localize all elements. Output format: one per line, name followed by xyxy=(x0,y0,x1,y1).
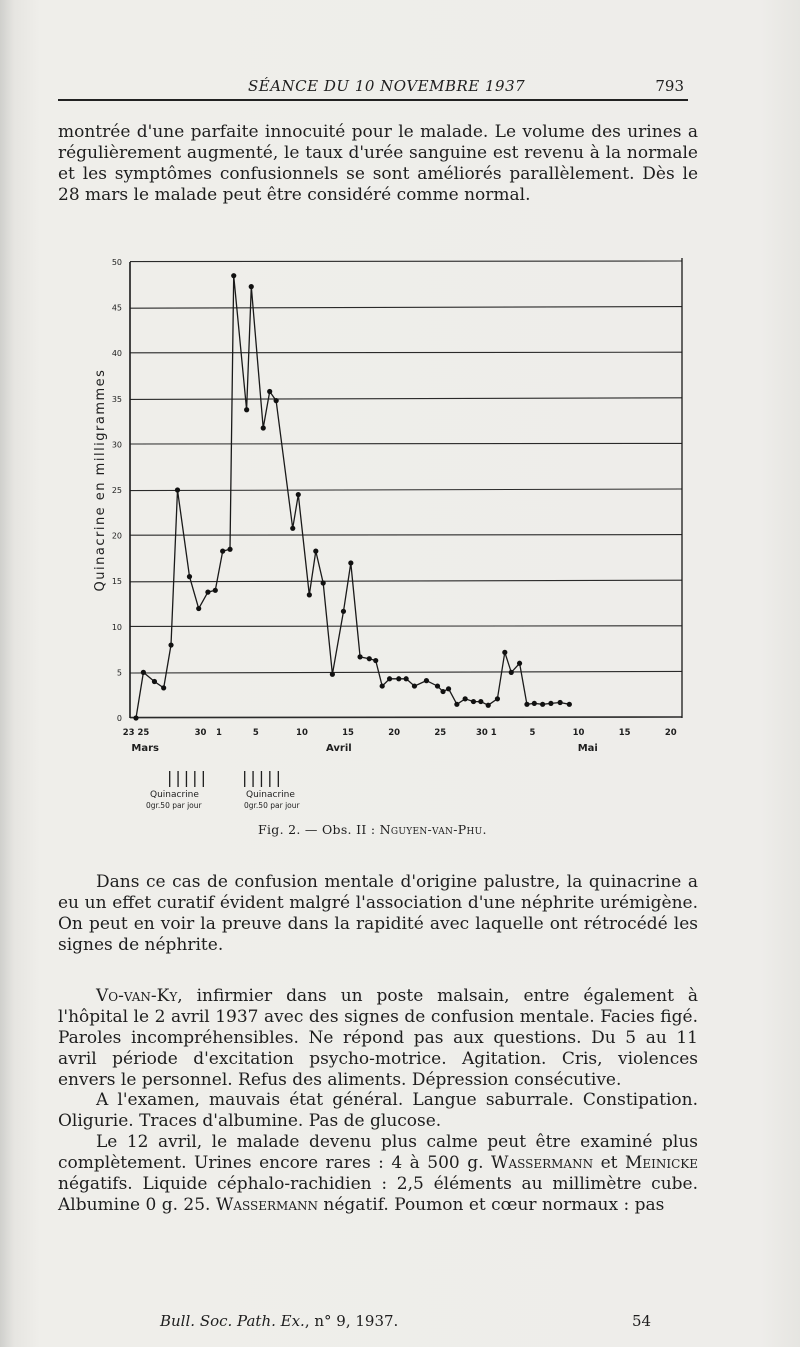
paragraph-discussion: Dans ce cas de confusion mentale d'origine palustre, la quinacrine a eu un effet curatif évident malgré l'association d'une néphrite urémigène. On peut en voir la preuve dans la rapidité avec laquelle ont rétrocédé les signes de néphrite. xyxy=(58,872,698,955)
y-tick-label: 0 xyxy=(116,714,122,723)
data-point xyxy=(502,650,507,655)
data-point xyxy=(412,683,417,688)
x-tick-label: 10 xyxy=(296,728,308,738)
caption-patient-name: Nguyen-van-Phu. xyxy=(379,822,487,837)
data-point xyxy=(205,590,210,595)
data-point xyxy=(348,560,353,565)
x-tick-label: 20 xyxy=(388,728,401,738)
exam-text-a: Le 12 avril, le malade devenu plus calme peut être examiné plus complètement. Urines encore rares : 4 à 500 g. xyxy=(58,1132,698,1173)
treatment-dose: 0gr.50 par jour xyxy=(244,801,300,810)
month-label: Avril xyxy=(325,743,352,754)
data-point xyxy=(274,398,279,403)
month-label: Mai xyxy=(577,743,598,754)
y-tick-label: 45 xyxy=(111,303,122,313)
gridline xyxy=(130,535,682,536)
data-point xyxy=(341,609,346,614)
gridline xyxy=(130,307,682,309)
meinicke-term: Meinicke xyxy=(624,1153,699,1173)
journal-issue: , n° 9, 1937. xyxy=(304,1312,399,1330)
gridline xyxy=(130,489,682,491)
data-point xyxy=(296,492,301,497)
data-point xyxy=(261,425,266,430)
y-tick-label: 25 xyxy=(111,486,122,495)
data-point xyxy=(463,696,468,701)
data-point xyxy=(446,686,451,691)
paragraph-case-vo-van-ky xyxy=(58,986,698,1091)
y-tick-label: 5 xyxy=(116,668,122,678)
patient-name: Vo-van-Ky xyxy=(96,986,178,1006)
gridline xyxy=(130,352,682,353)
data-point xyxy=(187,574,192,579)
y-tick-label: 20 xyxy=(111,531,122,541)
data-point xyxy=(440,689,445,694)
treatment-annotation-2 xyxy=(242,768,300,810)
data-point xyxy=(168,642,173,647)
data-point xyxy=(290,526,295,531)
data-point xyxy=(227,547,232,552)
data-point xyxy=(517,661,522,666)
y-tick-label: 30 xyxy=(111,440,122,450)
data-point xyxy=(357,654,362,659)
y-tick-label: 40 xyxy=(111,349,122,359)
exam-findings: A l'examen, mauvais état général. Langue saburrale. Constipation. Oligurie. Traces d'albumine. Pas de glucose. xyxy=(58,1090,698,1131)
treatment-marks: ||||| xyxy=(167,768,209,787)
y-tick-label: 35 xyxy=(111,394,122,404)
gridline xyxy=(130,626,682,627)
data-point xyxy=(548,701,553,706)
data-point xyxy=(133,715,138,720)
wassermann-term-2: Wassermann xyxy=(215,1195,318,1215)
x-tick-label: 15 xyxy=(342,728,354,738)
y-tick-label: 50 xyxy=(111,258,122,267)
figure-caption xyxy=(258,822,487,837)
data-point xyxy=(404,676,409,681)
data-point xyxy=(524,702,529,707)
data-point xyxy=(249,284,254,289)
x-tick-label: 30 xyxy=(194,728,207,738)
paragraph-examination xyxy=(58,1090,698,1216)
y-tick-label: 10 xyxy=(111,622,122,632)
x-tick-label: 20 xyxy=(664,728,677,738)
data-point xyxy=(478,699,483,704)
x-tick-label: 25 xyxy=(434,728,447,738)
data-point xyxy=(231,273,236,278)
data-point xyxy=(380,683,385,688)
data-point xyxy=(486,703,491,708)
x-tick-label: 5 xyxy=(529,728,536,738)
y-tick-labels xyxy=(112,258,122,723)
exam-text-d: négatif. Poumon et cœur normaux : pas xyxy=(318,1195,665,1215)
chart-axes xyxy=(130,258,682,718)
data-point xyxy=(435,683,440,688)
exam-text-c: négatifs. Liquide céphalo-rachidien : 2,5 éléments au millimètre cube. Albumine 0 g. 25. xyxy=(58,1174,698,1215)
y-tick-label: 15 xyxy=(111,577,122,587)
data-point xyxy=(367,656,372,661)
exam-text-b: et xyxy=(593,1153,625,1173)
data-point xyxy=(509,670,514,675)
wassermann-term: Wassermann xyxy=(490,1153,594,1173)
data-point xyxy=(244,407,249,412)
data-point xyxy=(152,679,157,684)
treatment-annotation-1 xyxy=(146,768,209,810)
treatment-marks: ||||| xyxy=(242,768,284,787)
x-tick-label: 1 xyxy=(216,728,222,738)
data-point xyxy=(558,700,563,705)
data-point xyxy=(161,685,166,690)
x-tick-labels xyxy=(123,728,677,738)
signature-number: 54 xyxy=(632,1312,652,1330)
data-point xyxy=(373,658,378,663)
data-point xyxy=(471,699,476,704)
data-point xyxy=(321,580,326,585)
gridline xyxy=(130,261,682,262)
x-tick-label: 30 1 xyxy=(476,728,497,738)
data-point xyxy=(196,606,201,611)
gridline xyxy=(130,717,682,718)
data-point xyxy=(495,696,500,701)
journal-name: Bull. Soc. Path. Ex. xyxy=(160,1312,305,1330)
data-point xyxy=(540,702,545,707)
data-point xyxy=(532,701,537,706)
data-point xyxy=(454,702,459,707)
data-point xyxy=(313,549,318,554)
data-point xyxy=(213,588,218,593)
x-tick-label: 5 xyxy=(252,728,259,738)
footer-journal xyxy=(160,1312,398,1330)
data-point xyxy=(424,678,429,683)
data-point xyxy=(567,702,572,707)
header-title: SÉANCE DU 10 NOVEMBRE 1937 xyxy=(248,77,526,95)
x-tick-label: 15 xyxy=(618,728,631,738)
month-labels xyxy=(131,743,597,754)
case-description: , infirmier dans un poste malsain, entre également à l'hôpital le 2 avril 1937 avec des signes de confusion mentale. Facies figé. Paroles incompréhensibles. Ne répond pas aux questions. Du 5 au 11 avril période d'excitation psycho-motrice. Agitation. Cris, violences envers le personnel. Refus des aliments. Dépression consécutive. xyxy=(58,986,698,1090)
month-label: Mars xyxy=(131,743,160,754)
data-point xyxy=(175,487,180,492)
gridline xyxy=(130,443,682,444)
y-axis-label: Quinacrine en milligrammes xyxy=(93,368,108,592)
gridline xyxy=(130,580,682,582)
data-point xyxy=(267,389,272,394)
data-point xyxy=(396,676,401,681)
gridline xyxy=(130,671,682,673)
series-points xyxy=(133,273,572,721)
chart-grid xyxy=(130,261,682,718)
x-tick-label: 23 25 xyxy=(122,728,150,738)
caption-prefix: Fig. 2. — Obs. II : xyxy=(258,822,380,837)
data-point xyxy=(220,549,225,554)
data-point xyxy=(387,676,392,681)
data-point xyxy=(330,672,335,677)
gridline xyxy=(130,398,682,400)
page-number: 793 xyxy=(655,77,684,95)
paragraph-intro: montrée d'une parfaite innocuité pour le malade. Le volume des urines a régulièrement augmenté, le taux d'urée sanguine est revenu à la normale et les symptômes confusionnels se sont améliorés parallèlement. Dès le 28 mars le malade peut être considéré comme normal. xyxy=(58,122,698,205)
data-point xyxy=(307,592,312,597)
data-point xyxy=(141,670,146,675)
treatment-label: Quinacrine xyxy=(150,790,199,800)
x-tick-label: 10 xyxy=(572,728,585,738)
treatment-label: Quinacrine xyxy=(246,790,295,800)
treatment-dose: 0gr.50 par jour xyxy=(146,801,202,810)
